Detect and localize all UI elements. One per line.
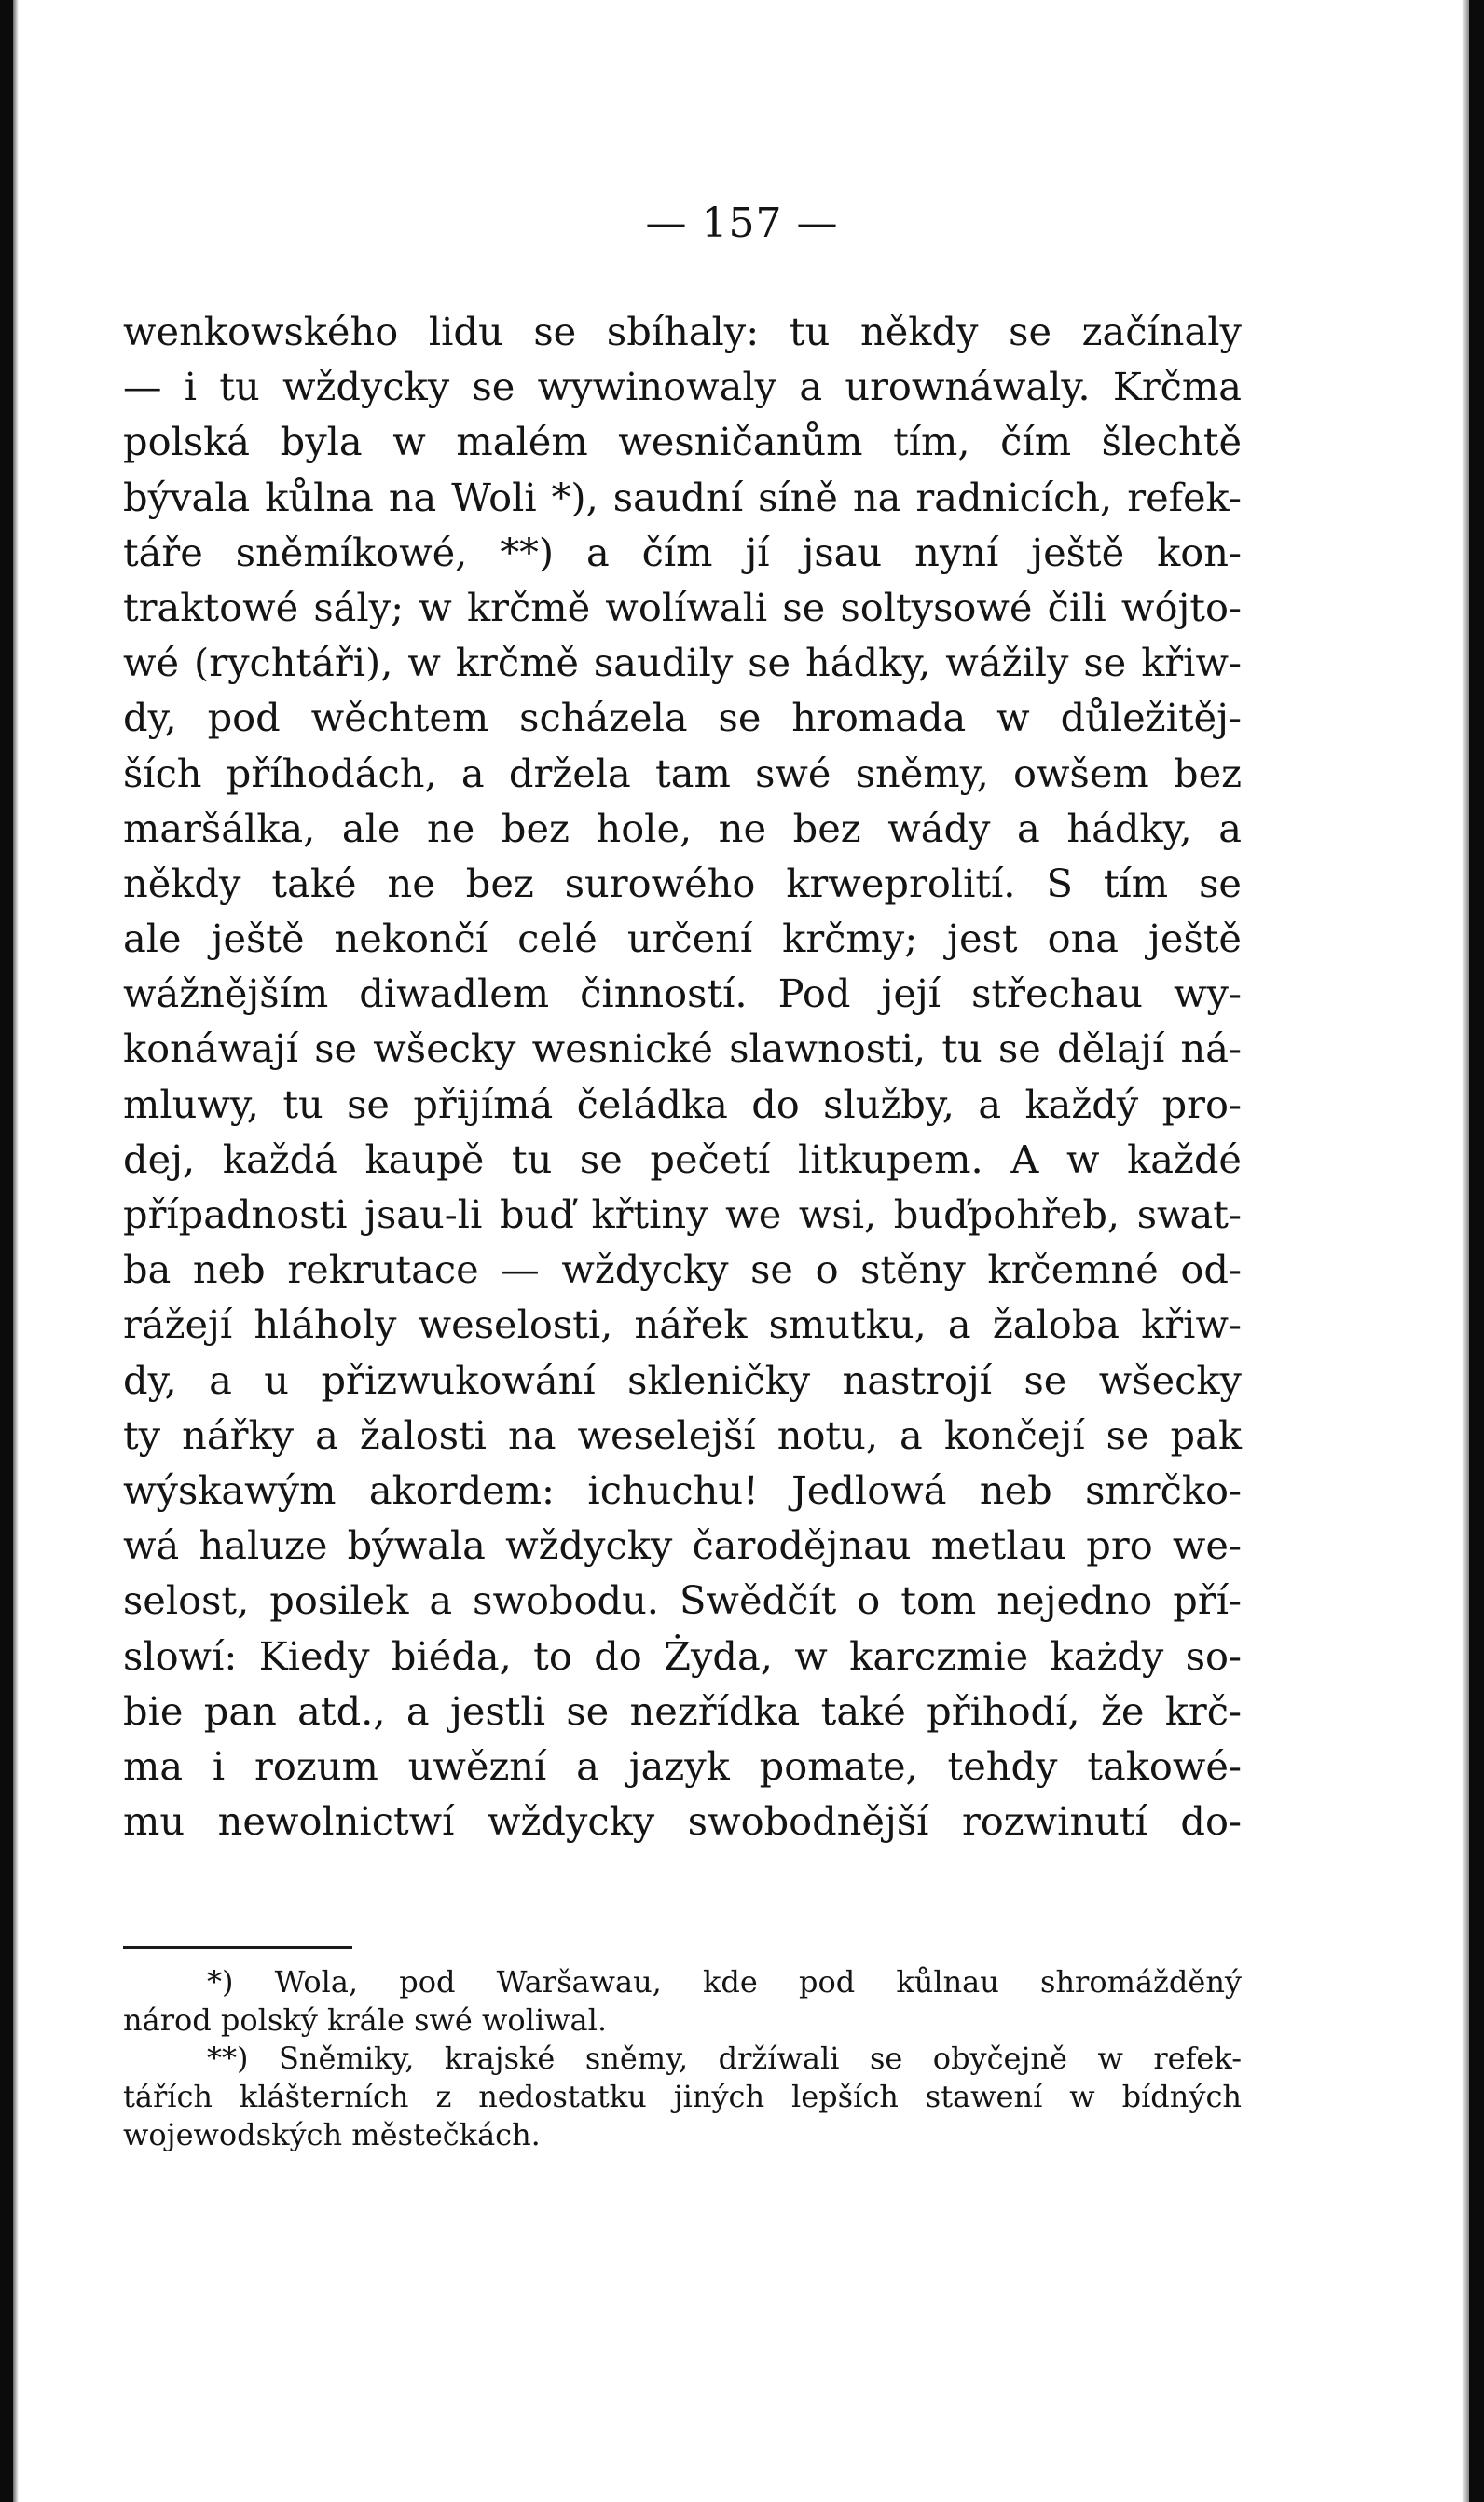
text-line: wá haluze býwala wždycky čarodějnau metlau pro we- xyxy=(123,1522,1242,1569)
page-right-edge-shadow xyxy=(1469,0,1484,2502)
text-line: dy, pod wěchtem scházela se hromada w důležitěj- xyxy=(123,694,1242,741)
footnote-separator xyxy=(123,1946,352,1949)
text-line: — i tu wždycky se wywinowaly a urownáwaly. Krčma xyxy=(123,364,1242,410)
text-line: wážnějším diwadlem činností. Pod její střechau wy- xyxy=(123,970,1242,1017)
text-line: ma i rozum uwězní a jazyk pomate, tehdy takowé- xyxy=(123,1742,1242,1789)
footnote-line: tářích klášterních z nedostatku jiných lepších stawení w bídných xyxy=(123,2079,1242,2114)
footnote-line: *) Wola, pod Waršawau, kde pod kůlnau shromážděný xyxy=(207,1964,1242,2000)
text-line: ale ještě nekončí celé určení krčmy; jest ona ještě xyxy=(123,915,1242,962)
text-line: maršálka, ale ne bez hole, ne bez wády a hádky, a xyxy=(123,804,1242,851)
text-line: traktowé sály; w krčmě wolíwali se soltysowé čili wójto- xyxy=(123,584,1242,630)
text-line: bie pan atd., a jestli se nezřídka také přihodí, že krč- xyxy=(123,1687,1242,1734)
text-line: dy, a u přizwukowání skleničky nastrojí se wšecky xyxy=(123,1356,1242,1403)
text-line: mluwy, tu se přijímá čeládka do služby, a každý pro- xyxy=(123,1080,1242,1127)
footnote-line: wojewodských městečkách. xyxy=(123,2117,541,2152)
page-right-edge-gradient xyxy=(1462,0,1469,2502)
text-line: selost, posilek a swobodu. Swědčít o tom nejedno pří- xyxy=(123,1577,1242,1624)
text-line: mu newolnictwí wždycky swobodnější rozwinutí do- xyxy=(123,1798,1242,1845)
footnotes xyxy=(123,1963,1242,2154)
text-line: rážejí hláholy weselosti, nářek smutku, a žaloba křiw- xyxy=(123,1301,1242,1348)
text-line: konáwají se wšecky wesnické slawnosti, tu se dělají ná- xyxy=(123,1025,1242,1072)
text-line: někdy také ne bez surowého krweprolití. S tím se xyxy=(123,859,1242,906)
body-text xyxy=(123,304,1242,1849)
text-line: wé (rychtáři), w krčmě saudily se hádky, wážily se křiw- xyxy=(123,639,1242,686)
text-line: wýskawým akordem: ichuchu! Jedlowá neb smrčko- xyxy=(123,1466,1242,1513)
footnote-line: **) Sněmiky, krajské sněmy, držíwali se obyčejně w refek- xyxy=(207,2041,1242,2076)
page-spine-gradient xyxy=(13,0,19,2502)
page-number: — 157 — xyxy=(645,199,839,247)
text-line: bývala kůlna na Woli *), saudní síně na radnicích, refek- xyxy=(123,474,1242,520)
text-line: polská byla w malém wesničanům tím, čím šlechtě xyxy=(123,419,1242,465)
text-line: ších příhodách, a držela tam swé sněmy, owšem bez xyxy=(123,749,1242,796)
text-line: táře sněmíkowé, **) a čím jí jsau nyní ještě kon- xyxy=(123,529,1242,575)
text-line: ty nářky a žalosti na weselejší notu, a končejí se pak xyxy=(123,1411,1242,1458)
text-line: dej, každá kaupě tu se pečetí litkupem. A w každé xyxy=(123,1135,1242,1182)
text-line: ba neb rekrutace — wždycky se o stěny krčemné od- xyxy=(123,1246,1242,1293)
text-line: slowí: Kiedy biéda, to do Żyda, w karczmie każdy so- xyxy=(123,1632,1242,1679)
footnote-line: národ polský krále swé woliwal. xyxy=(123,2002,607,2038)
text-line: případnosti jsau-li buď křtiny we wsi, buďpohřeb, swat- xyxy=(123,1191,1242,1237)
page-spine-shadow xyxy=(0,0,13,2502)
text-line: wenkowského lidu se sbíhaly: tu někdy se začínaly xyxy=(123,309,1242,354)
